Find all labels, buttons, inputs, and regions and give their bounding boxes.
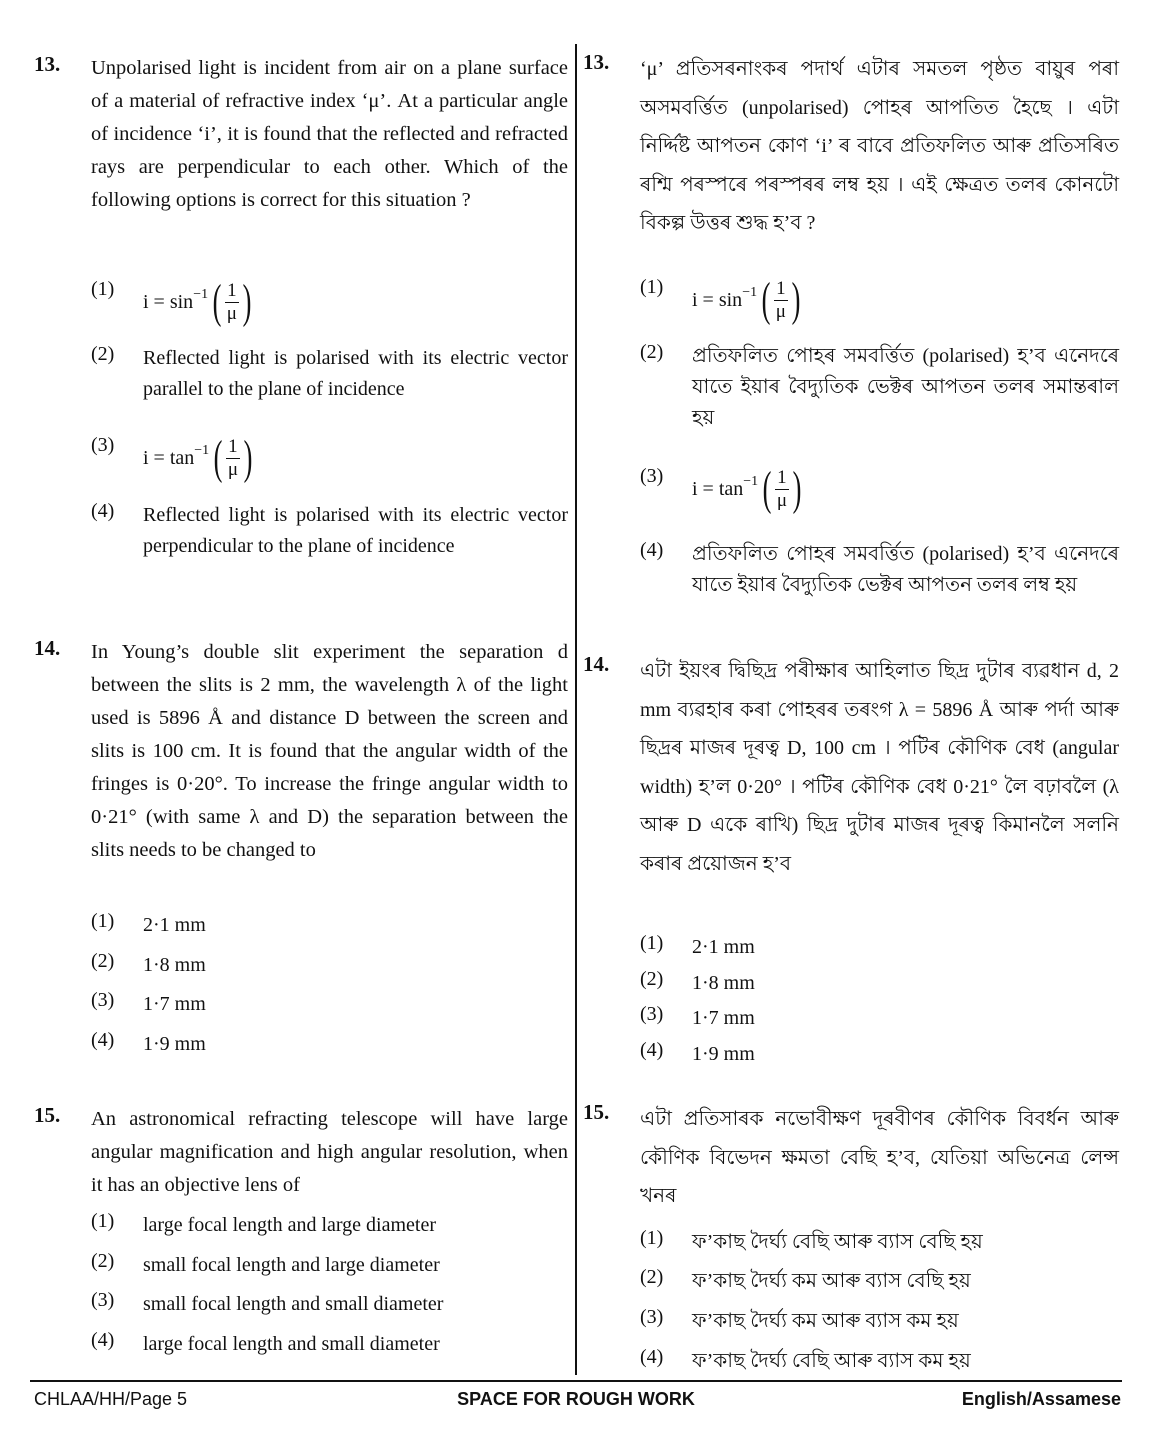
- question-number: 14.: [34, 636, 61, 660]
- option-4: [91, 500, 568, 562]
- formula: i = sin $^{-1}$ ( $\frac{1}{\mu}$ ): [692, 273, 800, 326]
- option-1: (1) i = sin $^{-1}$ ( $\frac{1}{\mu}$ ): [640, 276, 1119, 324]
- option-3: (3) 1·7 mm: [640, 1003, 755, 1029]
- option-2: (2) 1·8 mm: [640, 968, 755, 994]
- option-3: (3) 1·7 mm: [91, 989, 206, 1015]
- question-text: An astronomical refracting telescope will have large angular magnification and high angular resolution, when it has an objective lens of: [91, 1108, 568, 1196]
- question-14: [583, 652, 1119, 883]
- option-4: (4) ফ’কাছ দৈৰ্ঘ্য বেছি আৰু ব্যাস কম হয়: [640, 1346, 971, 1372]
- option-number: (3): [91, 434, 115, 456]
- option-4: (4) 1·9 mm: [91, 1029, 206, 1055]
- option-text: প্ৰতিফলিত পোহৰ সমবৰ্ত্তিত (polarised) হ’ব এনেদৰে যাতে ইয়াৰ বৈদ্যুতিক ভেক্টৰ আপতন তলৰ লম্ব হয়: [692, 543, 1119, 596]
- option-3: (3) ফ’কাছ দৈৰ্ঘ্য কম আৰু ব্যাস কম হয়: [640, 1306, 959, 1332]
- question-number: 13.: [583, 50, 610, 74]
- question-text: এটা ইয়ংৰ দ্বিছিদ্ৰ পৰীক্ষাৰ আহিলাত ছিদ্ৰ দুটাৰ ব্যৱধান d, 2 mm ব্যৱহাৰ কৰা পোহৰৰ তৰংগ λ = 5896 Å আৰু পৰ্দা আৰু ছিদ্ৰৰ মাজৰ দূৰত্ব D, 100 cm । পটিৰ কৌণিক বেধ (angular width) হ’ল 0·20° । পটিৰ কৌণিক বেধ 0·21° লৈ বঢ়াবলৈ (λ আৰু D একে ৰাখি) ছিদ্ৰ দুটাৰ মাজৰ দূৰত্ব কিমানলৈ সলনি কৰাৰ প্ৰয়োজন হ’ব: [640, 660, 1119, 875]
- column-divider: [575, 44, 577, 1375]
- option-1: (1) 2·1 mm: [91, 910, 206, 936]
- question-text: Unpolarised light is incident from air on a plane surface of a material of refractive index ‘μ’. At a particular angle of incidence ‘i’, it is found that the reflected and refracted rays are perpendicular to each other. Which of the following options is correct for this situation ?: [91, 57, 568, 211]
- formula: i = tan $^{-1}$ ( $\frac{1}{\mu}$ ): [692, 462, 802, 515]
- rough-work-label: SPACE FOR ROUGH WORK: [457, 1389, 695, 1409]
- question-15: [34, 1103, 568, 1202]
- page-code: CHLAA/HH/Page 5: [34, 1389, 188, 1409]
- option-2: [91, 343, 568, 405]
- option-text: প্ৰতিফলিত পোহৰ সমবৰ্ত্তিত (polarised) হ’ব এনেদৰে যাতে ইয়াৰ বৈদ্যুতিক ভেক্টৰ আপতন তলৰ সমান্তৰাল হয়: [692, 345, 1119, 429]
- option-number: (4): [91, 500, 115, 522]
- question-number: 14.: [583, 652, 610, 676]
- option-3: [91, 431, 568, 484]
- formula: i = sin $^{-1}$ ( $\frac{1}{\mu}$ ): [143, 275, 251, 328]
- language-label: English/Assamese: [961, 1389, 1121, 1409]
- footer-rule: [30, 1380, 1122, 1382]
- question-14: [34, 636, 568, 867]
- question-13: [583, 50, 1119, 243]
- question-13: [34, 52, 568, 217]
- question-text: ‘μ’ প্ৰতিসৰনাংকৰ পদাৰ্থ এটাৰ সমতল পৃষ্ঠত বায়ুৰ পৰা অসমবৰ্ত্তিত (unpolarised) পোহৰ আপতিত হৈছে । এটা নিৰ্দ্দিষ্ট আপতন কোণ ‘i’ ৰ বাবে প্ৰতিফলিত আৰু প্ৰতিসৰিত ৰশ্মি পৰস্পৰে পৰস্পৰৰ লম্ব হয় । এই ক্ষেত্ৰত তলৰ কোনটো বিকল্প উত্তৰ শুদ্ধ হ’ব ?: [640, 58, 1119, 234]
- option-number: (1): [91, 278, 115, 300]
- option-2: (2) ফ’কাছ দৈৰ্ঘ্য কম আৰু ব্যাস বেছি হয়: [640, 1266, 971, 1292]
- option-1: [91, 275, 568, 328]
- question-text: এটা প্ৰতিসাৰক নভোবীক্ষণ দূৰবীণৰ কৌণিক বিবৰ্ধন আৰু কৌণিক বিভেদন ক্ষমতা বেছি হ’ব, যেতিয়া অভিনেত্ৰ লেন্স খনৰ: [640, 1108, 1119, 1207]
- option-1: (1) large focal length and large diameter: [91, 1210, 437, 1236]
- option-text: Reflected light is polarised with its electric vector perpendicular to the plane of incidence: [143, 504, 568, 557]
- question-number: 15.: [34, 1103, 61, 1127]
- option-3: (3) small focal length and small diameter: [91, 1289, 444, 1315]
- option-2: (2) প্ৰতিফলিত পোহৰ সমবৰ্ত্তিত (polarised) হ’ব এনেদৰে যাতে ইয়াৰ বৈদ্যুতিক ভেক্টৰ আপতন তলৰ সমান্তৰাল হয়: [640, 341, 1119, 434]
- option-text: Reflected light is polarised with its electric vector parallel to the plane of incidence: [143, 347, 568, 400]
- question-15: [583, 1100, 1119, 1216]
- option-3: (3) i = tan $^{-1}$ ( $\frac{1}{\mu}$ ): [640, 465, 1119, 513]
- question-number: 13.: [34, 52, 61, 76]
- option-4: (4) প্ৰতিফলিত পোহৰ সমবৰ্ত্তিত (polarised) হ’ব এনেদৰে যাতে ইয়াৰ বৈদ্যুতিক ভেক্টৰ আপতন তলৰ লম্ব হয়: [640, 539, 1119, 601]
- option-4: (4) large focal length and small diameter: [91, 1329, 440, 1355]
- question-text: In Young’s double slit experiment the separation d between the slits is 2 mm, the wavelength λ of the light used is 5896 Å and distance D between the screen and slits is 100 cm. It is found that the angular width of the fringes is 0·20°. To increase the fringe angular width to 0·21° (with same λ and D) the separation between the slits needs to be changed to: [91, 641, 568, 861]
- option-1: (1) ফ’কাছ দৈৰ্ঘ্য বেছি আৰু ব্যাস বেছি হয়: [640, 1227, 983, 1253]
- option-2: (2) small focal length and large diameter: [91, 1250, 440, 1276]
- option-2: (2) 1·8 mm: [91, 950, 206, 976]
- question-number: 15.: [583, 1100, 610, 1124]
- option-number: (2): [91, 343, 115, 365]
- formula: i = tan $^{-1}$ ( $\frac{1}{\mu}$ ): [143, 431, 253, 484]
- option-4: (4) 1·9 mm: [640, 1039, 755, 1065]
- option-1: (1) 2·1 mm: [640, 932, 755, 958]
